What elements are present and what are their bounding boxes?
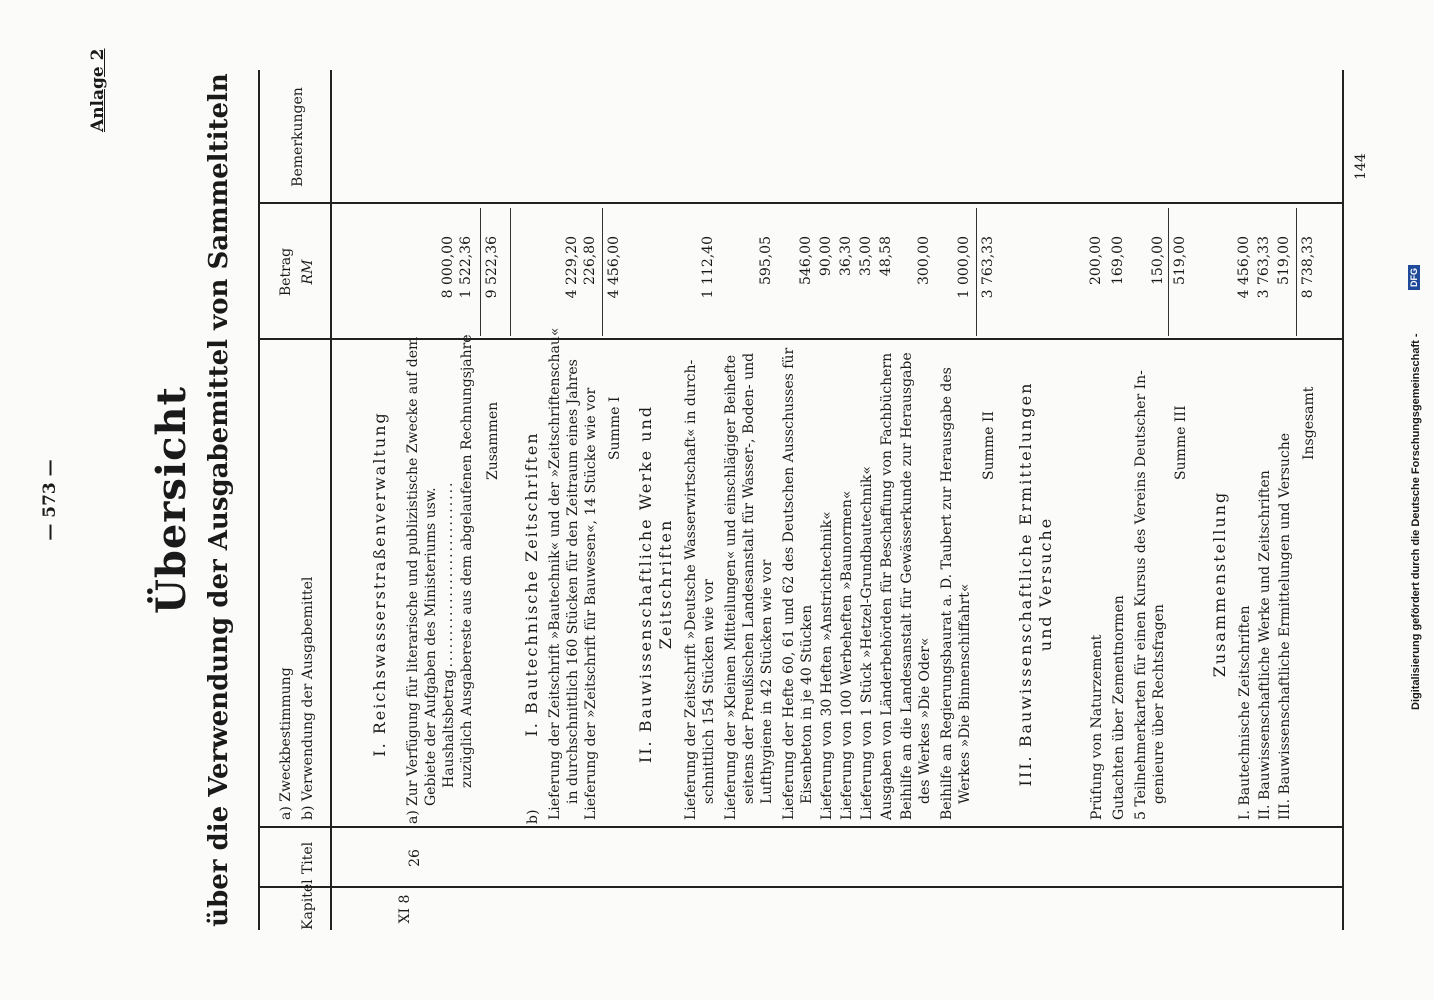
table-top-rule (258, 70, 260, 930)
group-ii-row-8b: des Werkes »Die Oder« (917, 637, 933, 804)
summary-row-1-amount: 4 456,00 (1236, 236, 1252, 299)
total-rule (1296, 208, 1297, 336)
group-ii-row-8a: Beihilfe an die Landesanstalt für Gewässerkunde zur Herausgabe (899, 352, 915, 820)
group-ii-row-2-amount: 595,05 (758, 236, 774, 285)
haushalt-amount: 8 000,00 (440, 236, 456, 299)
group-iii-row-2-amount: 169,00 (1110, 236, 1126, 285)
sum-rule (1168, 208, 1169, 336)
group-iii-row-3a: 5 Teilnehmerkarten für einen Kursus des Vereins Deutscher In- (1133, 370, 1149, 820)
kapitel-value: XI 8 (397, 894, 413, 924)
col-header-zweck-b: b) Verwendung der Ausgabemittel (300, 576, 316, 820)
col-divider-betrag (258, 202, 1344, 204)
summary-total-amount: 8 738,33 (1300, 236, 1316, 299)
haushalt-label: Haushaltsbetrag (441, 669, 457, 788)
leader-dots: .............................. (440, 480, 456, 674)
summary-row-1: I. Bautechnische Zeitschriften (1237, 605, 1253, 820)
group-ii-row-9b: Werkes »Die Binnenschiffahrt« (957, 583, 973, 804)
group-ii-row-6: Lieferung von 1 Stück »Hetzel-Grundbautechnik« (859, 466, 875, 820)
group-ii-row-9a: Beihilfe an Regierungsbaurat a. D. Taubert zur Herausgabe des (939, 367, 955, 820)
page-subtitle: über die Verwendung der Ausgabemittel von Sammeltiteln (204, 73, 234, 927)
group-iii-heading-1: III. Bauwissenschaftliche Ermittelungen (1016, 381, 1035, 787)
group-iii-row-3-amount: 150,00 (1150, 236, 1166, 285)
group-i-row-2-amount: 226,80 (582, 236, 598, 285)
item-a-text-2: Gebiete der Aufgaben des Ministeriums usw. (423, 487, 439, 806)
zusammen-label: Zusammen (485, 401, 501, 480)
summary-total-label: Insgesamt (1301, 386, 1317, 460)
group-ii-row-5: Lieferung von 100 Werbeheften »Baunormen« (839, 490, 855, 820)
summary-row-3: III. Bauwissenschaftliche Ermittelungen und Versuche (1277, 432, 1293, 820)
col-header-betrag-unit: RM (300, 259, 316, 285)
group-i-row-2: Lieferung der »Zeitschrift für Bauwesen«, 14 Stücke wie vor (583, 387, 599, 820)
subtotal-rule (480, 208, 481, 336)
group-ii-row-1a: Lieferung der Zeitschrift »Deutsche Wasserwirtschaft« in durch- (683, 359, 699, 820)
summary-row-3-amount: 519,00 (1276, 236, 1292, 285)
footer-number: 144 (1353, 153, 1369, 180)
group-iii-row-3b: genieure über Rechtsfragen (1151, 604, 1167, 804)
group-i-heading: I. Bautechnische Zeitschriften (522, 431, 541, 737)
page-number: — 573 — (40, 459, 60, 541)
table-header-rule (330, 70, 332, 930)
col-header-betrag: Betrag (278, 247, 294, 297)
zuzueglich-amount: 1 522,36 (458, 236, 474, 299)
group-ii-row-7-amount: 48,58 (878, 236, 894, 277)
col-header-zweck-a: a) Zweckbestimmung (278, 667, 294, 820)
group-i-row-1a: Lieferung der Zeitschrift »Bautechnik« und der »Zeitschriftenschau« (547, 327, 563, 820)
dfg-logo: DFG (1408, 265, 1420, 290)
group-i-row-1-amount: 4 229,20 (564, 236, 580, 299)
section-heading: I. Reichswasserstraßenverwaltung (370, 411, 389, 757)
group-i-sum-label: Summe I (607, 396, 623, 460)
summary-row-2: II. Bauwissenschaftliche Werke und Zeitschriften (1257, 470, 1273, 820)
group-ii-row-9-amount: 1 000,00 (956, 236, 972, 299)
group-ii-sum-amount: 3 763,33 (980, 236, 996, 299)
group-ii-row-1-amount: 1 112,40 (700, 236, 716, 299)
group-ii-row-3b: Eisenbeton in je 40 Stücken (799, 604, 815, 804)
page-title: Übersicht (148, 386, 195, 615)
group-ii-row-5-amount: 36,30 (838, 236, 854, 277)
group-iii-sum-amount: 519,00 (1172, 236, 1188, 285)
group-ii-row-2b: seitens der Preußischen Landesanstalt für Wasser-, Boden- und (741, 352, 757, 804)
group-i-sum-amount: 4 456,00 (606, 236, 622, 299)
group-ii-heading-2: Zeitschriften (656, 518, 675, 650)
group-ii-row-2a: Lieferung der »Kleinen Mitteilungen« und einschlägiger Beihefte (723, 354, 739, 820)
item-b-marker: b) (525, 809, 541, 824)
annex-label: Anlage 2 (88, 48, 108, 132)
group-iii-heading-2: und Versuche (1036, 516, 1055, 652)
group-i-row-1b: in durchschnittlich 160 Stücken für den Zeitraum eines Jahres (565, 359, 581, 804)
group-ii-heading-1: II. Bauwissenschaftliche Werke und (636, 404, 655, 764)
item-a-marker: a) (405, 810, 421, 824)
group-ii-sum-label: Summe II (981, 411, 997, 480)
summary-row-2-amount: 3 763,33 (1256, 236, 1272, 299)
subtotal-rule (510, 208, 511, 336)
group-ii-row-3a: Lieferung der Hefte 60, 61 und 62 des Deutschen Ausschusses für (781, 347, 797, 820)
table-bottom-rule (1342, 70, 1344, 930)
group-ii-row-8-amount: 300,00 (916, 236, 932, 285)
titel-value: 26 (407, 849, 423, 867)
col-header-bemerkungen: Bemerkungen (290, 87, 306, 187)
group-iii-row-1: Prüfung von Naturzement (1089, 634, 1105, 820)
group-ii-row-4-amount: 90,00 (818, 236, 834, 277)
digitization-credit: Digitalisierung gefördert durch die Deutsche Forschungsgemeinschaft - (1410, 333, 1422, 710)
group-ii-row-7: Ausgaben von Länderbehörden für Beschaffung von Fachbüchern (879, 352, 895, 820)
zusammen-amount: 9 522,36 (484, 236, 500, 299)
group-iii-sum-label: Summe III (1173, 405, 1189, 480)
group-ii-row-4: Lieferung von 30 Heften »Anstrichtechnik« (819, 511, 835, 820)
col-header-titel: Titel (300, 841, 316, 875)
summary-heading: Zusammenstellung (1210, 490, 1229, 678)
group-ii-row-2c: Lufthygiene in 42 Stücken wie vor (759, 559, 775, 804)
sum-rule (976, 208, 977, 336)
group-iii-row-1-amount: 200,00 (1088, 236, 1104, 285)
item-a-text-1: Zur Verfügung für literarische und publizistische Zwecke auf dem (405, 336, 421, 806)
group-ii-row-3-amount: 546,00 (798, 236, 814, 285)
sum-rule (602, 208, 603, 336)
group-ii-row-1b: schnittlich 154 Stücken wie vor (701, 579, 717, 804)
col-header-kapitel: Kapitel (300, 879, 316, 930)
zuzueglich-label: zuzüglich Ausgabereste aus dem abgelaufenen Rechnungsjahre (459, 334, 475, 788)
group-ii-row-6-amount: 35,00 (858, 236, 874, 277)
group-iii-row-2: Gutachten über Zementnormen (1111, 595, 1127, 820)
